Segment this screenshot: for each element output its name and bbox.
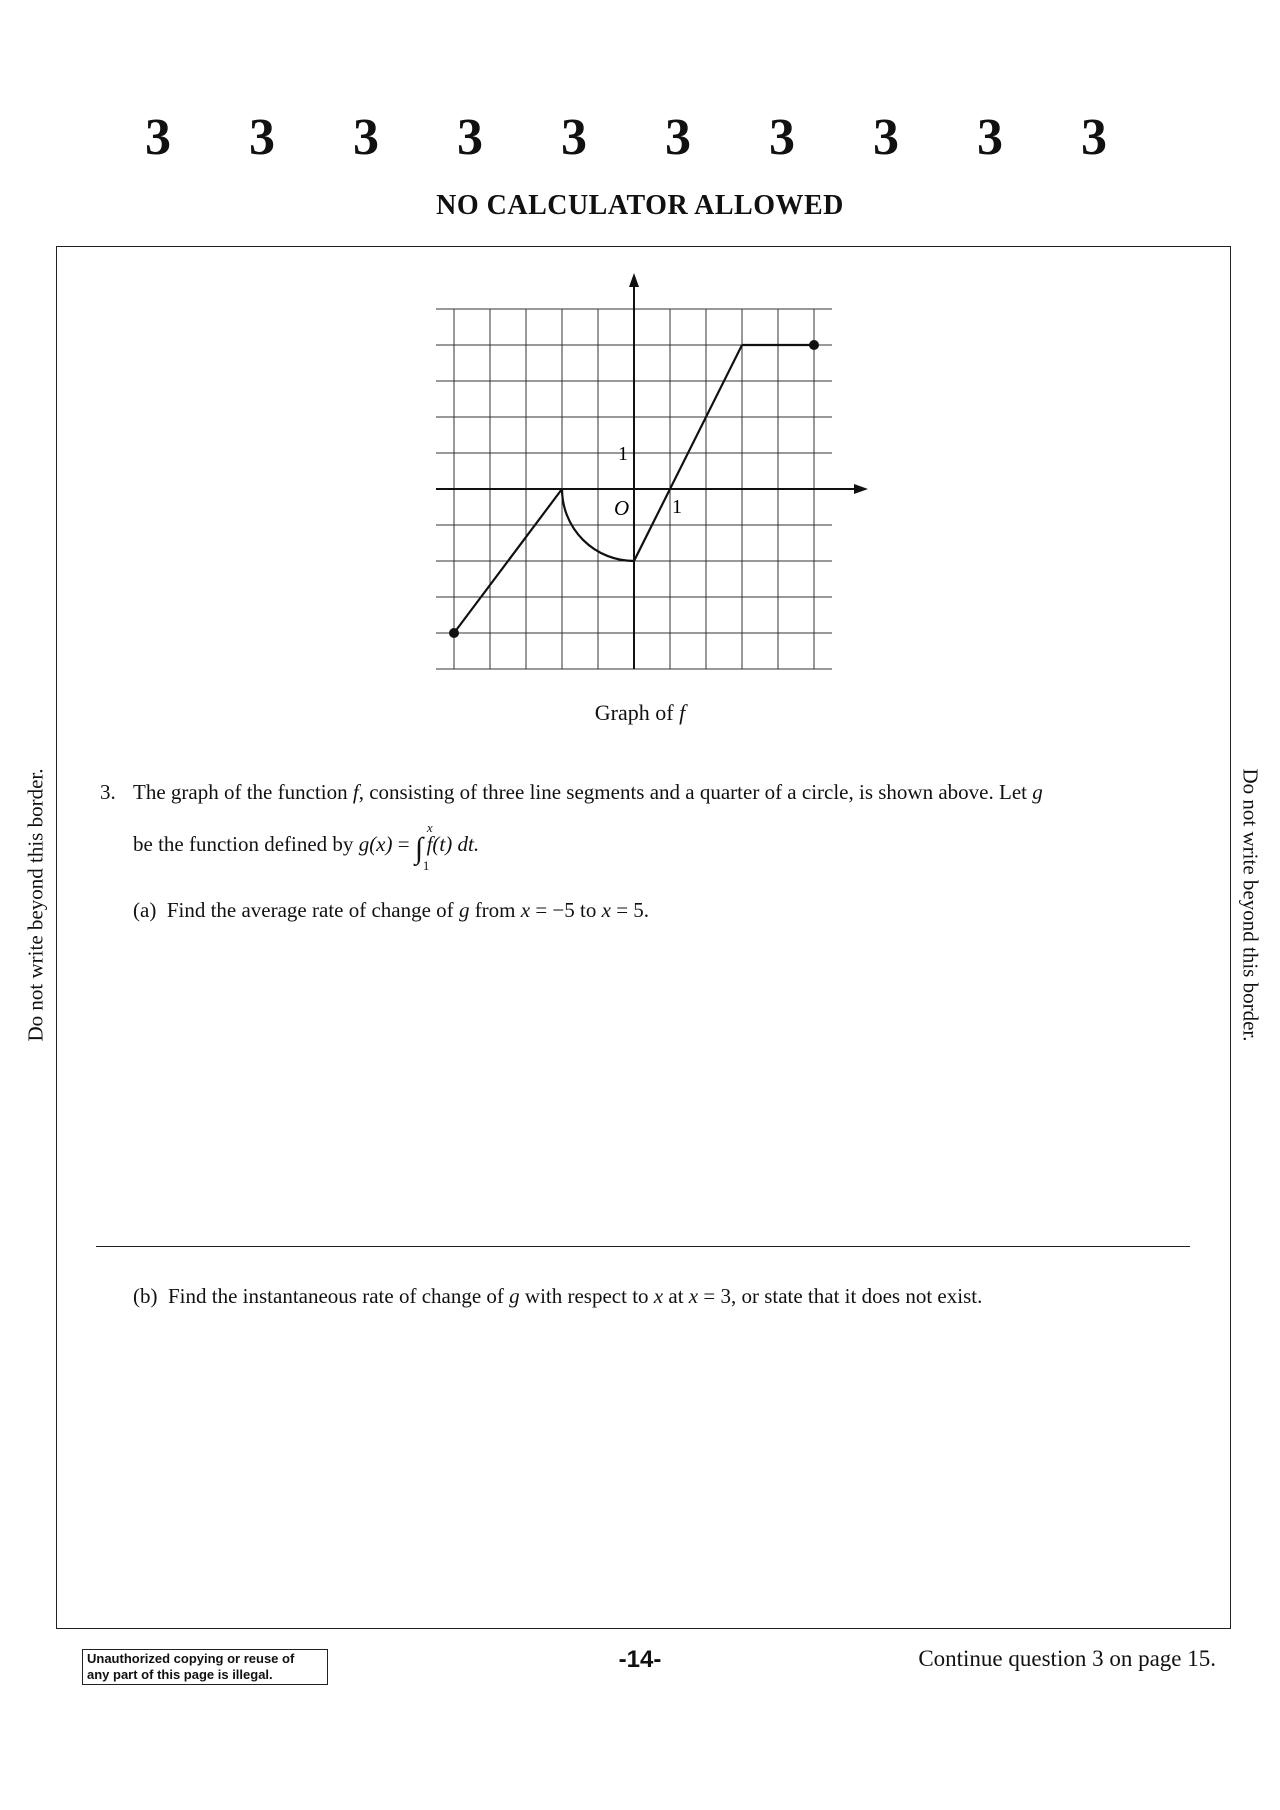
intro-g: g [1032,780,1043,804]
axes [436,273,868,669]
definition-eq: = [392,832,415,856]
section-number: 3 [873,109,899,166]
part-a-label: (a) [133,898,157,922]
section-number: 3 [457,109,483,166]
question-intro [133,780,1153,805]
section-number: 3 [561,109,587,166]
border-note-left: Do not write beyond this border. [23,768,48,1042]
integral-upper-limit: x [426,820,433,835]
part-b-text-3: at [663,1284,689,1308]
copyright-line-1: Unauthorized copying or reuse of [87,1651,295,1666]
section-number: 3 [145,109,171,166]
part-b-prompt [133,1284,982,1309]
part-divider [96,1246,1190,1247]
part-b-g: g [509,1284,520,1308]
graph-caption-text: Graph of [594,700,680,725]
section-number: 3 [769,109,795,166]
integrand: f(t) dt. [426,832,480,856]
part-a-x2: x [601,898,611,922]
no-calculator-heading: NO CALCULATOR ALLOWED [436,190,844,221]
intro-text-b: , consisting of three line segments and a quarter of a circle, is shown above. Let [358,780,1033,804]
copyright-line-2: any part of this page is illegal. [87,1667,273,1682]
y-tick-label: 1 [618,443,628,465]
x-axis-arrow [854,484,868,494]
section-number: 3 [665,109,691,166]
x-tick-label: 1 [672,496,682,518]
part-b-text-1: Find the instantaneous rate of change of [168,1284,510,1308]
border-note-right: Do not write beyond this border. [1238,768,1263,1042]
function-definition [133,820,480,873]
closed-endpoint [809,340,819,350]
intro-f: f [352,780,359,804]
question-number: 3. [100,780,116,804]
part-b-x1: x [653,1284,664,1308]
part-a-prompt [133,898,649,923]
continue-note: Continue question 3 on page 15. [918,1646,1216,1671]
graph-caption [0,700,1280,726]
section-number: 3 [977,109,1003,166]
part-a-text-4: = 5. [610,898,650,922]
part-a-text-1: Find the average rate of change of [166,898,459,922]
graph-of-f [0,0,1280,760]
section-number: 3 [1081,109,1107,166]
origin-label: O [614,496,630,520]
part-b-text-4: = 3, or state that it does not exist. [698,1284,983,1308]
part-a-g: g [458,898,470,922]
part-b-label: (b) [133,1284,158,1308]
y-axis-arrow [629,273,639,287]
part-a-x1: x [520,898,531,922]
part-b-text-2: with respect to [519,1284,654,1308]
definition-prefix: be the function defined by [133,832,359,856]
integral-lower-limit: 1 [422,858,430,873]
integral-sign: ∫ x 1 [414,820,433,873]
part-a-text-2: from [469,898,521,922]
section-number: 3 [353,109,379,166]
closed-endpoint [449,628,459,638]
page-number: -14- [618,1646,662,1673]
section-number: 3 [249,109,275,166]
graph-caption-var: f [679,700,686,725]
part-a-text-3: = −5 to [530,898,602,922]
definition-lhs: g(x) [358,832,393,856]
part-b-x2: x [688,1284,699,1308]
intro-text-a: The graph of the function [133,780,353,804]
